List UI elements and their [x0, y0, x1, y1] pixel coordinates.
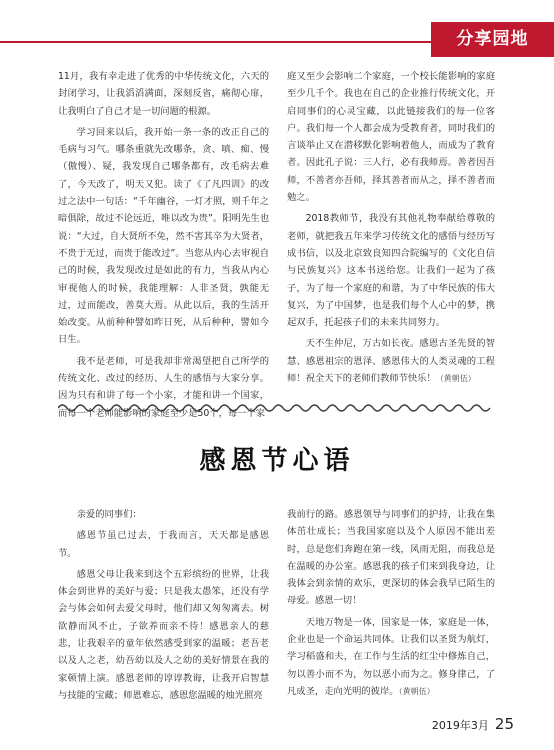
- author-signature: （黄朝伍）: [398, 686, 435, 696]
- article1-paragraph: 学习回来以后，我开始一条一条的改正自己的毛病与习气。哪条重就先改哪条，贪、嗔、痴、慢（傲慢）、疑，我发现自己哪条都有，改毛病去难了，今天改了，明天又犯。读了《了凡四训》的改过之法中一句话：“千年幽谷，一灯才照，则千年之暗俱除，故过不论远近，唯以改为贵”。阳明先生也说：“大过，自大贤所不免，然不害其卒为大贤者，不贵于无过，而贵于能改过”。当您从内心去审视自己的时候，我发现改过是如此的有力，当我从内心审视他人的时候，我能理解：人非圣贤，孰能无过，过而能改，善莫大焉。从此以后，我的生活开始改变。从前种种譬如昨日死，从后种种，譬如今日生。: [58, 126, 269, 346]
- wave-divider: [58, 402, 494, 414]
- article-title: 感恩节心语: [199, 446, 355, 476]
- page-number: 25: [494, 715, 514, 733]
- article2-left-column: [58, 506, 269, 708]
- section-tag: 分享园地: [431, 22, 554, 57]
- article2-paragraph: 感恩父母让我来到这个五彩缤纷的世界，让我体会到世界的美好与爱；只是我太愚笨，还没有学会与体会如何去爱父母时，他们却又匆匆离去。树欲静而风不止，子欲养而亲不待！感恩亲人的慈悲，让我艰辛的童年依然感受到家的温暖；老吾老以及人之老，幼吾幼以及人之幼的美好情景在我的家顿情上演。感恩老师的谆谆教诲，让我开启智慧与技能的宝藏；师恩难忘，感恩您温暖的烛光照亮: [58, 568, 269, 701]
- article2-paragraph: 我前行的路。感恩领导与同事们的护持，让我在集体茁壮成长；当我国家庭以及个人原因不能出差时，总是您们奔跑在第一线，风雨无阻，而我总是在温暖的办公室。感恩我的孩子们来到我身边，让我体会到亲情的欢乐，更深切的体会我早已陌生的母爱。感恩一切！: [287, 509, 495, 607]
- article1-paragraph: 11月，我有幸走进了优秀的中华传统文化，六天的封闭学习，让我滔滔满面，深刻反省，痛彻心扉，让我明白了自己才是一切问题的根源。: [58, 71, 269, 117]
- issue-date: 2019年3月: [431, 719, 489, 732]
- header-rule: [0, 41, 431, 43]
- article2-paragraph: 感恩节虽已过去，于我而言，天天都是感恩节。: [58, 530, 269, 559]
- article1-closing: 天不生仲尼，万古如长夜。感恩古圣先贤的智慧、感恩祖宗的恩泽、感恩伟大的人类灵魂的工程师！祝全天下的老师们教师节快乐！: [287, 338, 495, 385]
- page-footer: [432, 715, 514, 733]
- author-signature: （黄朝伍）: [435, 374, 476, 384]
- article1-left-column: [58, 68, 269, 426]
- salutation: 亲爱的同事们：: [76, 509, 142, 520]
- article1-right-column: [287, 68, 495, 391]
- article2-closing: 天地万物是一体，国家是一体，家庭是一体，企业也是一个命运共同体。让我们以圣贤为航灯，学习稻盛和夫，在工作与生活的红尘中修炼自己，勿以善小而不为，勿以恶小而为之。修身律己，了凡成圣，走向光明的彼岸。: [287, 616, 495, 697]
- article1-paragraph: [287, 335, 495, 387]
- article1-paragraph: 我不是老师，可是我却非常渴望把自己所学的传统文化、改过的经历、人生的感悟与大家分享。因为只有和讲了每一个小家，才能和讲一个国家，而每一个老师能影响的家庭至少是50个，每一个家: [58, 355, 269, 419]
- article1-paragraph: 庭又至少会影响二个家庭，一个校长能影响的家庭至少几千个。我也在自己的企业推行传统文化，开启同事们的心灵宝藏，以此链接我们的每一位客户。我们每一个人都会成为受教育者，同时我们的言谈举止又在潜移默化影响着他人，而成为了教育者。因此孔子说：三人行，必有我师焉。善者因吾师，不善者亦吾师，择其善者而从之，择不善者而勉之。: [287, 71, 495, 204]
- article2-paragraph: [287, 614, 495, 700]
- article1-paragraph: 2018教师节，我没有其他礼物奉献给尊敬的老师，就把我五年来学习传统文化的感悟与经历写成书信，以及北京致良知四合院编写的《文化自信与民族复兴》这本书送给您。让我们一起为了孩子，为了每一个家庭的和谐，为了中华民族的伟大复兴，为了中国梦，也是我们每个人心中的梦，携起双手，托起孩子们的未来共同努力。: [287, 213, 495, 329]
- article2-right-column: [287, 506, 495, 704]
